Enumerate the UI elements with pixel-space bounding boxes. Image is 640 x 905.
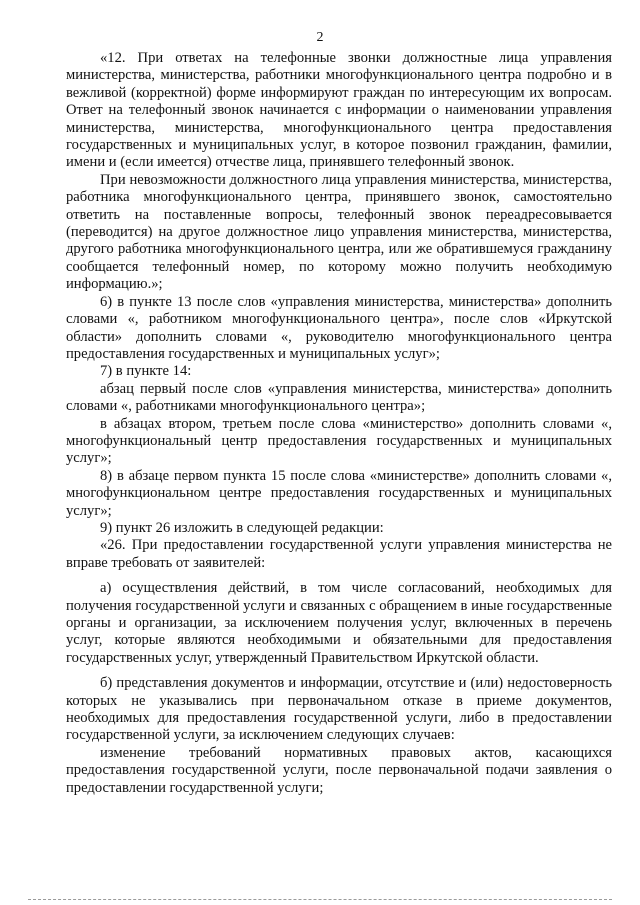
paragraph-12-redirect: При невозможности должностного лица управления министерства, министерства, работника многофункционального центра, принявшего звонок, самостоятельно ответить на поставленные вопросы, телефонный звонок переадресовывается (переводится) на другое должностное лицо управления министерства, министерства, другого работника многофункционального центра, или же обратившемуся гражданину сообщается телефонный номер, по которому можно получить необходимую информацию.»; (66, 171, 612, 293)
paragraph-item-8: 8) в абзаце первом пункта 15 после слова «министерстве» дополнить словами «, многофункциональном центре предоставления государственных и муниципальных услуг»; (66, 467, 612, 519)
paragraph-26-b: б) представления документов и информации, отсутствие и (или) недостоверность которых не указывались при первоначальном отказе в приеме документов, необходимых для предоставления государственной услуги, либо в предоставлении государственной услуги, за исключением следующих случаев: (66, 675, 612, 744)
page-number: 2 (316, 30, 324, 45)
paragraph-item-7-second: в абзацах втором, третьем после слова «министерство» дополнить словами «, многофункциональный центр предоставления государственных и муниципальных услуг»; (66, 415, 612, 467)
paragraph-item-7: 7) в пункте 14: (100, 363, 192, 380)
paragraph-26-intro: «26. При предоставлении государственной услуги управления министерства не вправе требовать от заявителей: (66, 537, 612, 571)
paragraph-item-6: 6) в пункте 13 после слов «управления министерства, министерства» дополнить словами «, работником многофункционального центра», после слов «Иркутской области» дополнить словами «, руководителю многофункционального центра предоставления государственных и муниципальных услуг»; (66, 293, 612, 362)
paragraph-item-9: 9) пункт 26 изложить в следующей редакции: (100, 519, 384, 536)
bottom-dashed-rule (28, 899, 612, 900)
paragraph-12-intro: «12. При ответах на телефонные звонки должностные лица управления министерства, министерства, работники многофункционального центра подробно и в вежливой (корректной) форме информируют граждан по интересующим их вопросам. Ответ на телефонный звонок начинается с информации о наименовании управления министерства, министерства, многофункционального центра предоставления государственных и муниципальных услуг, в которое позвонил гражданин, фамилии, имени и (если имеется) отчестве лица, принявшего телефонный звонок. (66, 50, 612, 171)
document-body (66, 50, 612, 797)
paragraph-26-b-change: изменение требований нормативных правовых актов, касающихся предоставления государственной услуги, после первоначальной подачи заявления о предоставлении государственной услуги; (66, 744, 612, 796)
paragraph-26-a: а) осуществления действий, в том числе согласований, необходимых для получения государственной услуги и связанных с обращением в иные государственные органы и организации, за исключением получения услуг, включенных в перечень услуг, которые являются необходимыми и обязательными для предоставления государственных услуг, утвержденный Правительством Иркутской области. (66, 580, 612, 666)
paragraph-item-7-first: абзац первый после слов «управления министерства, министерства» дополнить словами «, работниками многофункционального центра»; (66, 380, 612, 415)
